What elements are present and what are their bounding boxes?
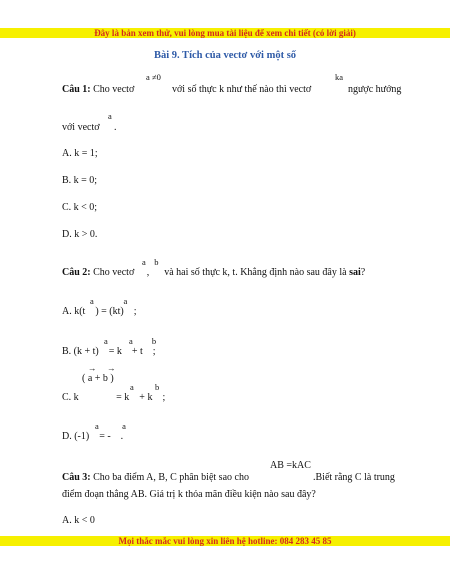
q1-option-c: C. k < 0; bbox=[62, 202, 98, 213]
q1-vector-ka-notation: ka bbox=[335, 72, 344, 82]
question-1-line1 bbox=[62, 84, 134, 95]
q2-option-a: A. k(t ) = (kt) ; bbox=[62, 306, 137, 317]
q1-option-d: D. k > 0. bbox=[62, 229, 98, 240]
page-title: Bài 9. Tích của vectơ với một số bbox=[153, 50, 297, 61]
q3-option-a: A. k < 0 bbox=[62, 515, 95, 526]
question-3-line2: điểm đoạn thẳng AB. Giá trị k thỏa mãn điều kiện nào sau đây? bbox=[62, 489, 316, 500]
q1-vector-a-notation: a ≠0 bbox=[146, 72, 161, 82]
question-1-text-a: Cho vectơ bbox=[93, 84, 135, 95]
q2-option-c: C. k = k + k ; bbox=[62, 392, 166, 403]
question-1-line2-end: . bbox=[114, 122, 117, 133]
question-2-label: Câu 2: bbox=[62, 267, 91, 278]
q2-optB-vectors: a a b bbox=[104, 336, 157, 346]
question-1-text-b: với số thực k như thế nào thì vectơ bbox=[172, 84, 312, 95]
q2-optC-vectors: a b bbox=[130, 382, 160, 392]
question-1-text-c: ngược hướng bbox=[348, 84, 402, 95]
question-1-label: Câu 1: bbox=[62, 84, 91, 95]
question-2-text: Cho vectơ , và hai số thực k, t. Khẳng định nào sau đây là bbox=[93, 267, 347, 278]
q2-option-d: D. (-1) = - . bbox=[62, 431, 124, 442]
q3-formula: AB =kAC bbox=[270, 460, 311, 471]
q1-line2-vector-a: a bbox=[108, 111, 112, 121]
hotline-banner: Mọi thắc mắc vui lòng xin liên hệ hotline: 084 283 45 85 bbox=[0, 536, 450, 546]
q2-optC-arrows: → → bbox=[88, 363, 116, 373]
question-1-line2: với vectơ bbox=[62, 122, 100, 133]
question-3-label: Câu 3: bbox=[62, 472, 91, 483]
question-2-line bbox=[62, 267, 365, 278]
preview-banner: Đây là bản xem thử, vui lòng mua tài liệu để xem chi tiết (có lời giải) bbox=[0, 28, 450, 38]
q1-option-a: A. k = 1; bbox=[62, 148, 98, 159]
q1-option-b: B. k = 0; bbox=[62, 175, 98, 186]
question-2-bold-word: sai bbox=[349, 267, 361, 278]
question-3-text1: Cho ba điểm A, B, C phân biệt sao cho bbox=[93, 472, 249, 483]
q2-vector-notation: a b bbox=[142, 257, 159, 267]
q2-optD-vectors: a a bbox=[95, 421, 126, 431]
q2-option-b: B. (k + t) = k + t ; bbox=[62, 346, 156, 357]
q2-optA-vectors: a a bbox=[90, 296, 128, 306]
q2-optC-sum: ( a + b ) bbox=[82, 373, 114, 384]
question-2-text-end: ? bbox=[360, 267, 366, 278]
question-3-line1 bbox=[62, 472, 249, 483]
question-3-text2: .Biết rằng C là trung bbox=[313, 472, 395, 483]
